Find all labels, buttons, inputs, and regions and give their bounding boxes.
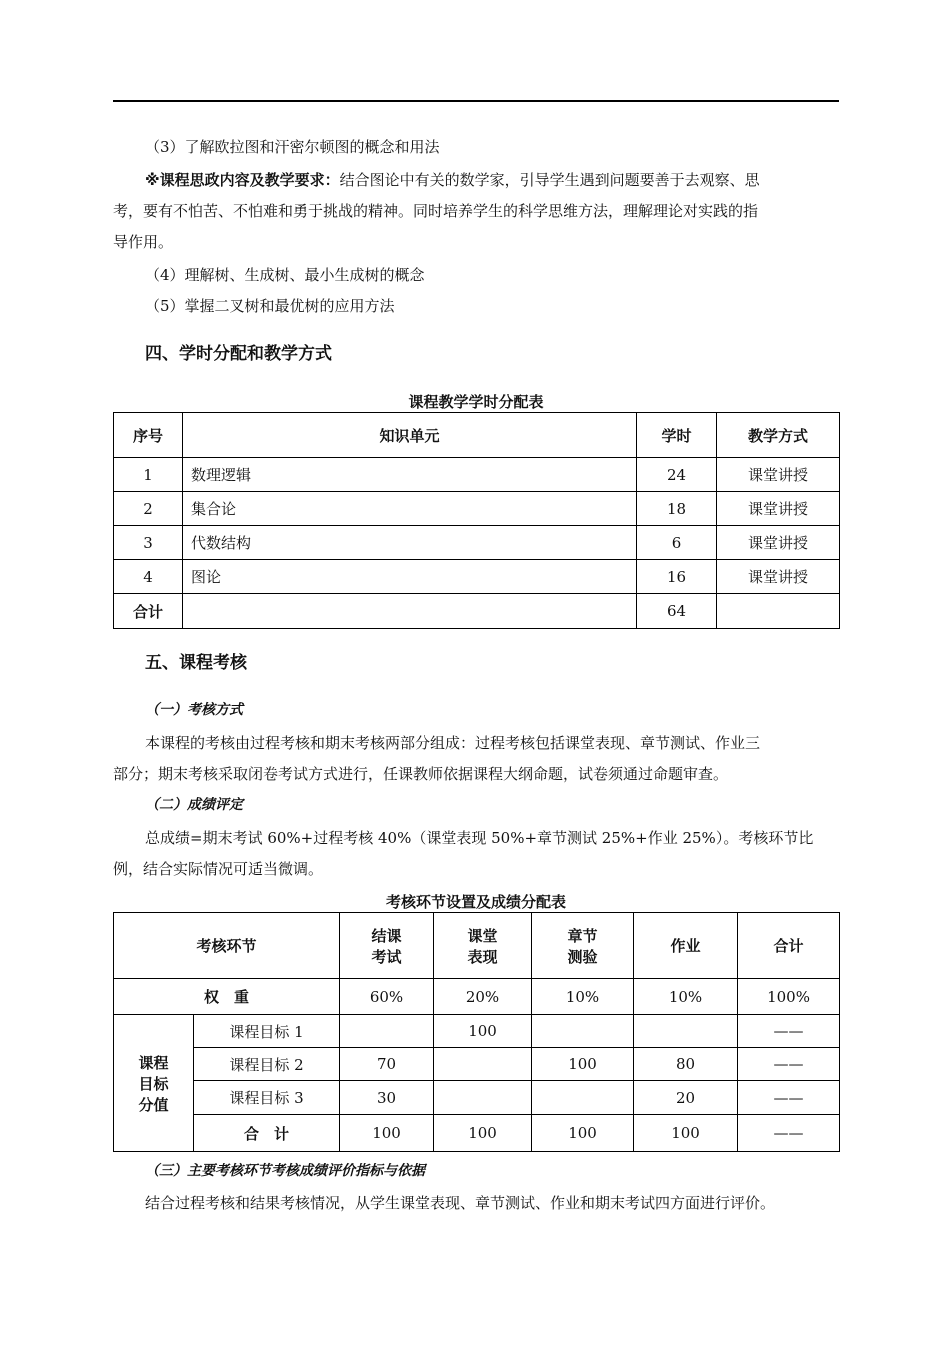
hours-table (113, 412, 840, 629)
ideology-paragraph-line-3: 导作用。 (113, 233, 174, 251)
goal-value: 100 (532, 1048, 634, 1081)
goal-value (434, 1081, 532, 1115)
header-final-exam-line-2: 考试 (371, 947, 402, 966)
section-5-title: 五、课程考核 (145, 653, 247, 673)
total-unit-empty (183, 594, 637, 629)
header-class-performance-line-1: 课堂 (467, 926, 498, 945)
grading-paragraph-line-2: 例，结合实际情况可适当微调。 (113, 860, 324, 878)
weight-value: 60% (340, 979, 434, 1015)
weight-value: 20% (434, 979, 532, 1015)
subsection-1-title: （一）考核方式 (145, 702, 243, 718)
total-label: 合计 (114, 594, 183, 629)
header-class-performance-line-2: 表现 (467, 947, 498, 966)
header-chapter-test (532, 913, 634, 979)
sum-row (114, 1115, 840, 1152)
goal-value: 70 (340, 1048, 434, 1081)
goal-value (340, 1015, 434, 1048)
table-row (114, 1015, 840, 1048)
row-unit: 图论 (183, 560, 637, 594)
ideology-label: ※课程思政内容及教学要求： (145, 171, 340, 189)
table-row (114, 458, 840, 492)
objective-item-5: （5）掌握二叉树和最优树的应用方法 (145, 297, 395, 315)
row-method: 课堂讲授 (717, 560, 840, 594)
subsection-2-title: （二）成绩评定 (145, 797, 243, 813)
goal-name: 课程目标 1 (194, 1015, 340, 1048)
objective-item-4: （4）理解树、生成树、最小生成树的概念 (145, 266, 425, 284)
goal-value (634, 1015, 738, 1048)
goal-group-label-line-3: 分值 (138, 1095, 169, 1114)
assessment-table-caption: 考核环节设置及成绩分配表 (385, 893, 566, 911)
assessment-paragraph-line-1: 本课程的考核由过程考核和期末考核两部分组成：过程考核包括课堂表现、章节测试、作业三 (145, 734, 761, 752)
row-no: 4 (114, 560, 183, 594)
header-rule (113, 100, 839, 102)
table-row (114, 492, 840, 526)
goal-group-label (114, 1015, 194, 1152)
goal-value: 80 (634, 1048, 738, 1081)
row-no: 2 (114, 492, 183, 526)
goal-value (434, 1048, 532, 1081)
weight-value: 10% (634, 979, 738, 1015)
table-row (114, 560, 840, 594)
goal-name: 课程目标 3 (194, 1081, 340, 1115)
table-row (114, 1081, 840, 1115)
header-final-exam-line-1: 结课 (371, 926, 402, 945)
hours-table-header (114, 413, 840, 458)
sum-value: 100 (434, 1115, 532, 1152)
sum-value: 100 (634, 1115, 738, 1152)
header-class-performance (434, 913, 532, 979)
table-row (114, 1048, 840, 1081)
goal-name: 课程目标 2 (194, 1048, 340, 1081)
ideology-paragraph-line-2: 考，要有不怕苦、不怕难和勇于挑战的精神。同时培养学生的科学思维方法，理解理论对实践的指 (113, 202, 759, 220)
header-no: 序号 (114, 413, 183, 458)
header-hours: 学时 (637, 413, 717, 458)
weight-value: 10% (532, 979, 634, 1015)
row-unit: 集合论 (183, 492, 637, 526)
header-total: 合计 (738, 913, 840, 979)
row-no: 1 (114, 458, 183, 492)
evaluation-paragraph: 结合过程考核和结果考核情况，从学生课堂表现、章节测试、作业和期末考试四方面进行评价。 (145, 1194, 776, 1212)
sum-value: 100 (340, 1115, 434, 1152)
header-method: 教学方式 (717, 413, 840, 458)
sum-label: 合 计 (194, 1115, 340, 1152)
weight-value: 100% (738, 979, 840, 1015)
total-method-empty (717, 594, 840, 629)
header-final-exam (340, 913, 434, 979)
row-unit: 代数结构 (183, 526, 637, 560)
section-4-title: 四、学时分配和教学方式 (145, 344, 332, 364)
objective-item-3: （3）了解欧拉图和汗密尔顿图的概念和用法 (145, 138, 440, 156)
row-method: 课堂讲授 (717, 458, 840, 492)
header-chapter-test-line-2: 测验 (567, 947, 598, 966)
header-chapter-test-line-1: 章节 (567, 926, 598, 945)
assessment-table-header (114, 913, 840, 979)
assessment-paragraph-line-2: 部分；期末考核采取闭卷考试方式进行，任课教师依据课程大纲命题，试卷须通过命题审查。 (113, 765, 729, 783)
ideology-text-1: 结合图论中有关的数学家，引导学生遇到问题要善于去观察、思 (339, 171, 760, 189)
goal-value: —— (738, 1048, 840, 1081)
goal-value: 100 (434, 1015, 532, 1048)
goal-group-label-line-2: 目标 (138, 1074, 169, 1093)
row-no: 3 (114, 526, 183, 560)
table-row (114, 526, 840, 560)
row-method: 课堂讲授 (717, 526, 840, 560)
assessment-table (113, 912, 840, 1152)
row-hours: 24 (637, 458, 717, 492)
header-homework: 作业 (634, 913, 738, 979)
row-hours: 6 (637, 526, 717, 560)
goal-value: 20 (634, 1081, 738, 1115)
weight-row (114, 979, 840, 1015)
goal-group-label-line-1: 课程 (138, 1053, 169, 1072)
row-unit: 数理逻辑 (183, 458, 637, 492)
row-hours: 18 (637, 492, 717, 526)
grading-paragraph-line-1: 总成绩=期末考试 60%+过程考核 40%（课堂表现 50%+章节测试 25%+作业 25%）。考核环节比 (145, 829, 814, 847)
goal-value (532, 1081, 634, 1115)
subsection-3-title: （三）主要考核环节考核成绩评价指标与依据 (145, 1163, 425, 1179)
goal-value: —— (738, 1081, 840, 1115)
weight-label: 权 重 (114, 979, 340, 1015)
header-unit: 知识单元 (183, 413, 637, 458)
header-stage: 考核环节 (114, 913, 340, 979)
row-method: 课堂讲授 (717, 492, 840, 526)
goal-value: 30 (340, 1081, 434, 1115)
goal-value (532, 1015, 634, 1048)
ideology-paragraph-line-1 (113, 170, 839, 190)
total-hours: 64 (637, 594, 717, 629)
hours-table-caption: 课程教学学时分配表 (408, 393, 544, 411)
sum-value: —— (738, 1115, 840, 1152)
goal-value: —— (738, 1015, 840, 1048)
total-row (114, 594, 840, 629)
sum-value: 100 (532, 1115, 634, 1152)
row-hours: 16 (637, 560, 717, 594)
